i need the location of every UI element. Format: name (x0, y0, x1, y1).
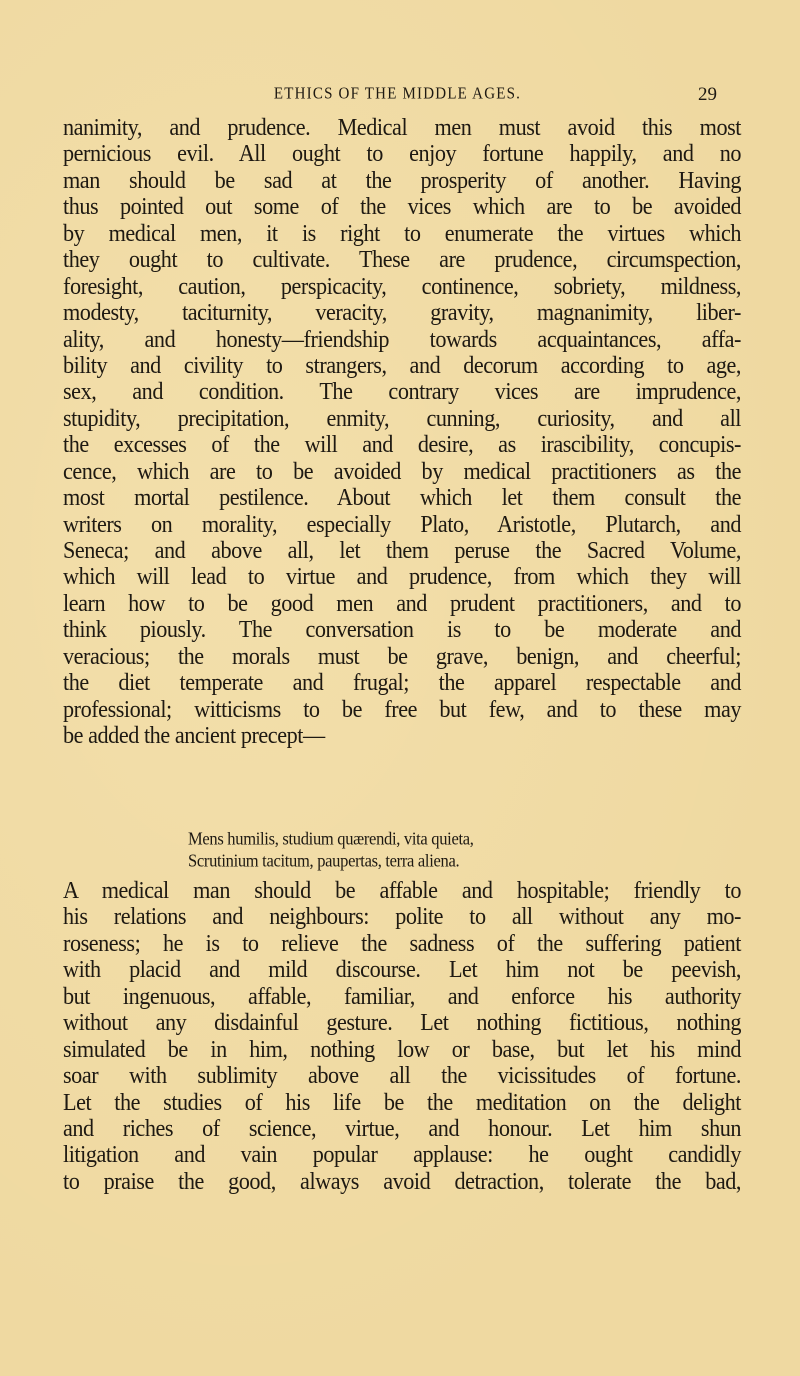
verse-line: Mens humilis, studium quærendi, vita quieta, (188, 828, 474, 849)
text-line: pernicious evil. All ought to enjoy fortune happily, and no (63, 139, 741, 167)
text-line: stupidity, precipitation, enmity, cunning, curiosity, and all (63, 404, 741, 432)
running-head-title: ETHICS OF THE MIDDLE AGES. (273, 85, 522, 103)
text-line: foresight, caution, perspicacity, continence, sobriety, mildness, (63, 272, 741, 300)
text-line: to praise the good, always avoid detraction, tolerate the bad, (63, 1167, 741, 1195)
text-line: veracious; the morals must be grave, benign, and cheerful; (63, 642, 741, 670)
text-line: writers on morality, especially Plato, Aristotle, Plutarch, and (63, 510, 741, 538)
text-line: think piously. The conversation is to be moderate and (63, 615, 741, 643)
text-line: be added the ancient precept— (63, 721, 325, 749)
text-line: but ingenuous, affable, familiar, and enforce his authority (63, 982, 741, 1010)
text-line: cence, which are to be avoided by medical practitioners as the (63, 457, 741, 485)
text-line: thus pointed out some of the vices which are to be avoided (63, 192, 741, 220)
text-line: bility and civility to strangers, and decorum according to age, (63, 351, 741, 379)
text-line: ality, and honesty—friendship towards acquaintances, affa- (63, 325, 741, 353)
text-line: learn how to be good men and prudent practitioners, and to (63, 589, 741, 617)
verse-line: Scrutinium tacitum, paupertas, terra aliena. (188, 850, 460, 871)
page-number: 29 (698, 84, 717, 105)
text-line: they ought to cultivate. These are prudence, circumspection, (63, 245, 741, 273)
text-line: A medical man should be affable and hospitable; friendly to (63, 876, 741, 904)
paragraph-2 (63, 878, 741, 1195)
text-line: by medical men, it is right to enumerate the virtues which (63, 219, 741, 247)
text-line: sex, and condition. The contrary vices are imprudence, (63, 377, 741, 405)
latin-verse (188, 828, 474, 872)
text-line: Let the studies of his life be the meditation on the delight (63, 1088, 741, 1116)
text-line: Seneca; and above all, let them peruse the Sacred Volume, (63, 536, 741, 564)
text-line: soar with sublimity above all the vicissitudes of fortune. (63, 1061, 741, 1089)
text-line: without any disdainful gesture. Let nothing fictitious, nothing (63, 1008, 741, 1036)
text-line: his relations and neighbours: polite to all without any mo- (63, 902, 741, 930)
text-line: man should be sad at the prosperity of another. Having (63, 166, 741, 194)
text-line: professional; witticisms to be free but few, and to these may (63, 695, 741, 723)
text-line: which will lead to virtue and prudence, from which they will (63, 562, 741, 590)
text-line: litigation and vain popular applause: he ought candidly (63, 1140, 741, 1168)
text-line: most mortal pestilence. About which let them consult the (63, 483, 741, 511)
text-line: nanimity, and prudence. Medical men must avoid this most (63, 113, 741, 141)
text-line: the excesses of the will and desire, as irascibility, concupis- (63, 430, 741, 458)
text-line: the diet temperate and frugal; the apparel respectable and (63, 668, 741, 696)
text-line: and riches of science, virtue, and honour. Let him shun (63, 1114, 741, 1142)
running-head (63, 85, 656, 104)
text-line: with placid and mild discourse. Let him not be peevish, (63, 955, 741, 983)
text-line: modesty, taciturnity, veracity, gravity, magnanimity, liber- (63, 298, 741, 326)
text-line: simulated be in him, nothing low or base, but let his mind (63, 1035, 741, 1063)
paragraph-1 (63, 115, 741, 750)
text-line: roseness; he is to relieve the sadness of the suffering patient (63, 929, 741, 957)
